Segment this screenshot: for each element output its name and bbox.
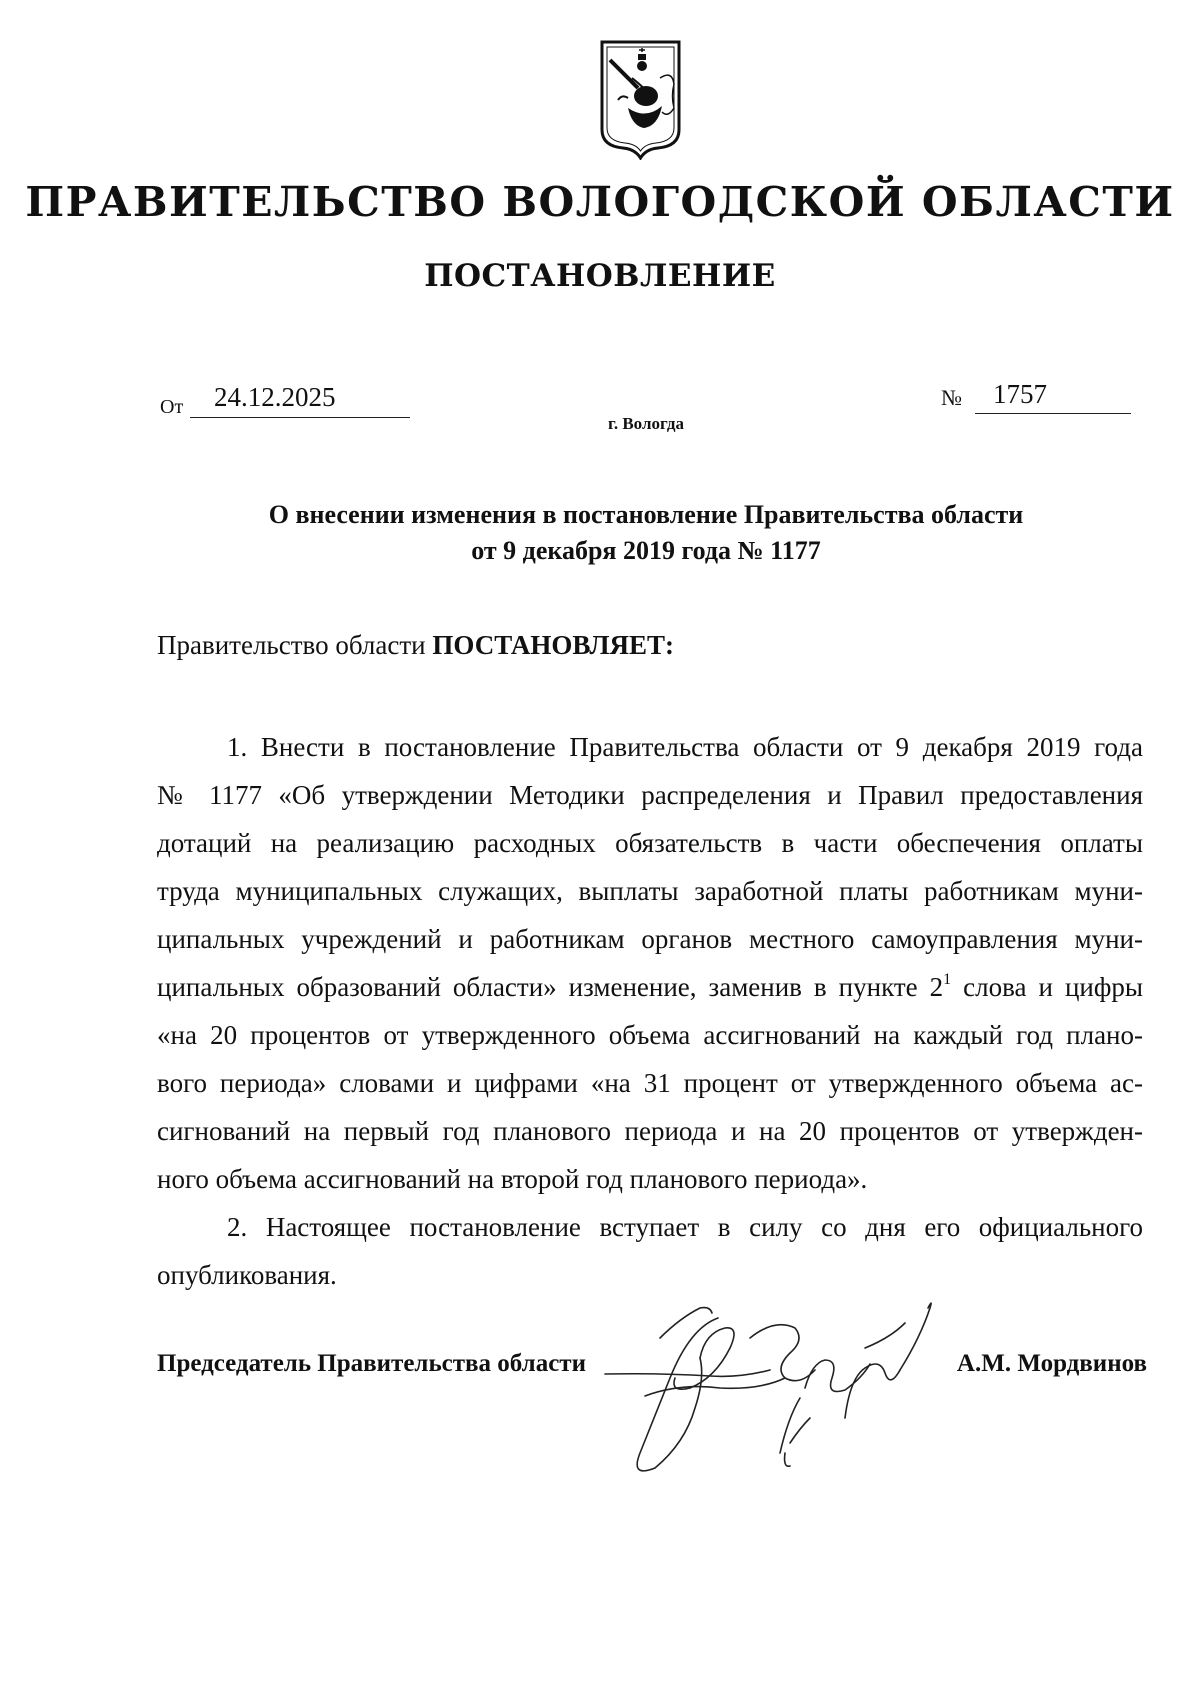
item1-line: труда муниципальных служащих, выплаты заработной платы работникам муни- [157, 876, 1143, 906]
item1-line: ципальных учреждений и работникам органов местного самоуправления муни- [157, 924, 1143, 954]
handwritten-signature-icon [600, 1278, 970, 1498]
item2-line: 2. Настоящее постановление вступает в силу со дня его официального [227, 1212, 1143, 1242]
subject-line: О внесении изменения в постановление Правительства области [268, 500, 1024, 529]
city: г. Вологда [608, 414, 684, 433]
coat-of-arms-icon [598, 38, 683, 160]
decree-verb: ПОСТАНОВЛЯЕТ: [432, 630, 674, 660]
item1-line6-text: ципальных образований области» изменение, заменив в пункте 2 [157, 972, 944, 1002]
item1-line [157, 963, 1143, 1011]
signatory-position: Председатель Правительства области [157, 1350, 586, 1377]
item1-line: 1. Внести в постановление Правительства области от 9 декабря 2019 года [227, 732, 1143, 762]
signatory-name: А.М. Мордвинов [956, 1350, 1147, 1377]
item1-line: вого периода» словами и цифрами «на 31 процент от утвержденного объема ас- [157, 1068, 1143, 1098]
item1-line6-text: слова и цифры [951, 972, 1143, 1002]
item1-line: дотаций на реализацию расходных обязательств в части обеспечения оплаты [157, 828, 1143, 858]
document-date: 24.12.2025 [190, 381, 410, 418]
superscript: 1 [943, 971, 952, 988]
subject-line: от 9 декабря 2019 года № 1177 [471, 536, 821, 565]
decree-intro [157, 630, 674, 661]
item1-line: «на 20 процентов от утвержденного объема ассигнований на каждый год плано- [157, 1020, 1143, 1050]
decree-intro-text: Правительство области [157, 630, 426, 660]
document-type: ПОСТАНОВЛЕНИЕ [424, 258, 776, 294]
item1-line: сигнований на первый год планового периода и на 20 процентов от утвержден- [157, 1116, 1143, 1146]
date-prefix: От [160, 396, 184, 418]
item1-line: ного объема ассигнований на второй год планового периода». [157, 1164, 868, 1194]
number-prefix: № [941, 385, 962, 410]
document-body [157, 723, 1143, 1299]
document-subject [0, 497, 1200, 569]
government-title: ПРАВИТЕЛЬСТВО ВОЛОГОДСКОЙ ОБЛАСТИ [25, 178, 1175, 226]
document-number: 1757 [975, 378, 1131, 414]
item1-line: № 1177 «Об утверждении Методики распределения и Правил предоставления [157, 780, 1143, 810]
item2-line: опубликования. [157, 1260, 337, 1290]
